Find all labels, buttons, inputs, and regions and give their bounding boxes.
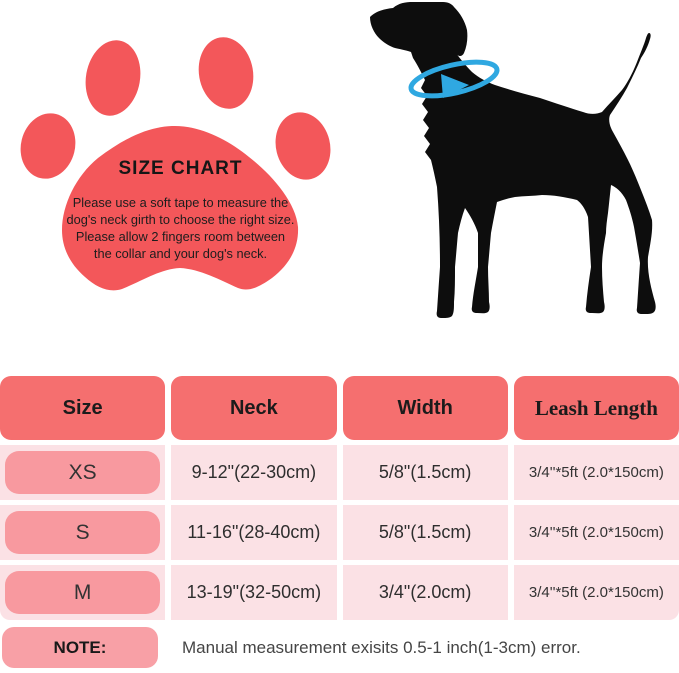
paw-print-figure: [0, 0, 360, 340]
column-header-neck: Neck: [171, 376, 336, 440]
size-badge-s: S: [5, 511, 160, 554]
size-badge-m: M: [5, 571, 160, 614]
note-badge: NOTE:: [2, 627, 158, 668]
table-row-m-leash-cell: 3/4''*5ft (2.0*150cm): [514, 565, 679, 620]
dog-silhouette-icon: [355, 0, 679, 340]
column-header-size: Size: [0, 376, 165, 440]
size-badge-xs: XS: [5, 451, 160, 494]
size-table: [0, 376, 679, 620]
instruction-line: the collar and your dog's neck.: [93, 246, 268, 261]
table-row-xs-width-cell: 5/8"(1.5cm): [343, 445, 508, 500]
note-row: [2, 627, 677, 668]
column-header-width: Width: [343, 376, 508, 440]
table-row-m-width-cell: 3/4"(2.0cm): [343, 565, 508, 620]
table-row-s-leash-cell: 3/4''*5ft (2.0*150cm): [514, 505, 679, 560]
note-text: Manual measurement exisits 0.5-1 inch(1-3cm) error.: [182, 637, 581, 657]
column-header-leash-length: Leash Length: [514, 376, 679, 440]
instruction-line: Please allow 2 fingers room between: [75, 229, 286, 244]
table-row-m-size-cell: [0, 565, 165, 620]
instruction-line: Please use a soft tape to measure the: [72, 195, 289, 210]
table-row-s-size-cell: [0, 505, 165, 560]
size-chart-text-block: [48, 158, 313, 262]
table-row-s-width-cell: 5/8"(1.5cm): [343, 505, 508, 560]
table-row-xs-neck-cell: 9-12"(22-30cm): [171, 445, 336, 500]
table-row-m-neck-cell: 13-19"(32-50cm): [171, 565, 336, 620]
table-row-xs-leash-cell: 3/4''*5ft (2.0*150cm): [514, 445, 679, 500]
table-row-s-neck-cell: 11-16"(28-40cm): [171, 505, 336, 560]
instruction-line: dog's neck girth to choose the right size.: [66, 212, 295, 227]
size-chart-title: SIZE CHART: [118, 158, 243, 179]
dog-figure: [355, 0, 679, 340]
table-row-xs-size-cell: [0, 445, 165, 500]
